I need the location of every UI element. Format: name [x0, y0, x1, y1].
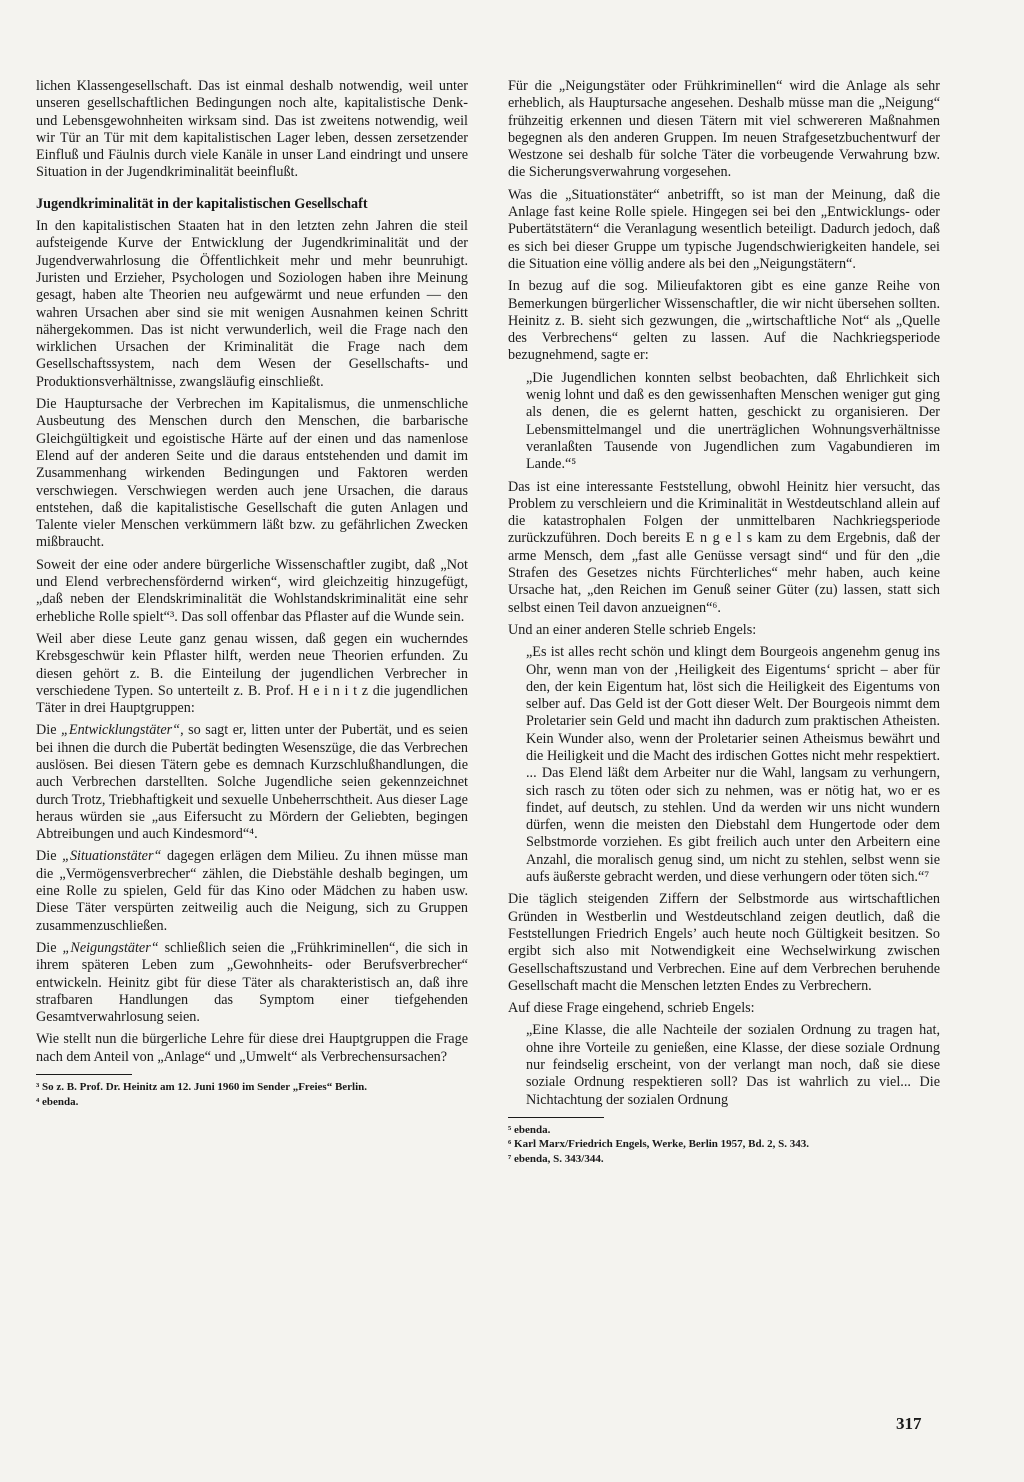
paragraph: Die täglich steigenden Ziffern der Selbstmorde aus wirtschaftlichen Gründen in Westberlin und Westdeutschland zeigen deutlich, daß die Feststellungen Friedrich Engels’ auch heute noch Gültigkeit besitzen. So ergibt sich also mit Notwendigkeit eine Wechselwirkung zwischen Gesellschaftszustand und Verbrechen. Eine auf dem Verbrechen beruhende Gesellschaft macht die Menschen letzten Endes zu Verbrechern.	[508, 891, 940, 994]
paragraph: Das ist eine interessante Feststellung, obwohl Heinitz hier versucht, das Problem zu verschleiern und die Kriminalität in Westdeutschland allein auf die katastrophalen Folgen der unmittelbaren Nachkriegsperiode zurückzuführen. Doch bereits E n g e l s kam zu dem Ergebnis, daß der arme Mensch, dem „fast alle Genüsse versagt sind“ und für den „die Strafen des Gesetzes nichts Fürchterliches“ mehr haben, auch keine Ursache hat, „den Reichen im Genuß seiner Güter (zu) lassen, statt sich selbst einen Teil davon anzueignen“⁶.	[508, 478, 940, 616]
footnote-5: ⁵ ebenda.	[508, 1123, 551, 1136]
term-entwicklungstaeter: „Entwicklungstäter“	[61, 722, 181, 739]
paragraph: Weil aber diese Leute ganz genau wissen, daß gegen ein wucherndes Krebsgeschwür kein Pflaster hilft, werden neue Theorien erfunden. Zu diesen gehört z. B. die Einteilung der jugendlichen Verbrecher in verschiedene Typen. So unterteilt z. B. Prof. H e i n i t z die jugendlichen Täter in drei Hauptgruppen:	[36, 630, 468, 717]
term-situationstaeter: „Situationstäter“	[62, 848, 162, 865]
paragraph: lichen Klassengesellschaft. Das ist einmal deshalb notwendig, weil unter unseren gesellschaftlichen Bedingungen noch alte, kapitalistische Denk- und Lebensgewohnheiten wirksam sind. Das ist zweitens notwendig, weil wir Tür an Tür mit dem kapitalistischen Lager leben, dessen zersetzender Einfluß und Fäulnis durch viele Kanäle in unser Land eindringt und unsere Situation in der Jugendkriminalität beeinflußt.	[36, 78, 468, 181]
block-quote: „Die Jugendlichen konnten selbst beobachten, daß Ehrlichkeit sich wenig lohnt und daß es den gewissenhaften Menschen weniger gut ging als denen, die es gelernt hatten, geschickt zu organisieren. Der Lebensmittelmangel und die unerträglichen Wohnungsverhältnisse veranlaßten Tausende von Jugendlichen zum Vagabundieren im Lande.“⁵	[526, 369, 940, 473]
block-quote: „Eine Klasse, die alle Nachteile der sozialen Ordnung zu tragen hat, ohne ihre Vorteile zu genießen, eine Klasse, der diese soziale Ordnung nur feindselig erscheint, von der verlangt man noch, daß sie diese soziale Ordnung respektieren soll? Das ist wahrlich zu viel... Die Nichtachtung der sozialen Ordnung	[526, 1022, 940, 1108]
paragraph: In den kapitalistischen Staaten hat in den letzten zehn Jahren die steil aufsteigende Kurve der Entwicklung der Jugendkriminalität und der Jugendverwahrlosung die Öffentlichkeit mehr und mehr beunruhigt. Juristen und Erzieher, Psychologen und Soziologen haben ihre Meinung gesagt, haben alte Theorien neu aufgewärmt und neue erfunden — den wahren Ursachen aber sind sie mit wenigen Ausnahmen keinen Schritt nähergekommen. Das ist nicht verwunderlich, weil die Frage nach den wirklichen Ursachen der Kriminalität die Frage nach dem Gesellschaftssystem, nach dem Wesen der Gesellschafts- und Produktionsverhältnisse, zwangsläufig einschließt.	[36, 218, 468, 390]
paragraph: Die Hauptursache der Verbrechen im Kapitalismus, die unmenschliche Ausbeutung des Menschen durch den Menschen, die barbarische Gleichgültigkeit und egoistische Härte auf der einen und das namenlose Elend auf der anderen Seite und die daraus entstehenden und damit im Zusammenhang wirkenden Bedingungen und Faktoren werden verschwiegen. Verschwiegen werden auch jene Ursachen, die daraus entstehen, daß die kapitalistische Gesellschaft die guten Anlagen und Talente vieler Menschen verkümmern läßt bzw. zu gefährlichen Zwecken mißbraucht.	[36, 396, 468, 551]
footnote-3: ³ So z. B. Prof. Dr. Heinitz am 12. Juni 1960 im Sender „Freies“ Berlin.	[36, 1081, 368, 1094]
paragraph: In bezug auf die sog. Milieufaktoren gibt es eine ganze Reihe von Bemerkungen bürgerlicher Wissenschaftler, die wir nicht übersehen sollten. Heinitz z. B. sieht sich gezwungen, die „wirtschaftliche Not“ als „Quelle des Verbrechens“ gelten zu lassen. Auf die Nachkriegsperiode bezugnehmend, sagte er:	[508, 278, 940, 364]
footnote-7: ⁷ ebenda, S. 343/344.	[508, 1152, 604, 1165]
paragraph: Auf diese Frage eingehend, schrieb Engels:	[508, 1000, 755, 1017]
footnote-6: ⁶ Karl Marx/Friedrich Engels, Werke, Berlin 1957, Bd. 2, S. 343.	[508, 1138, 809, 1151]
paragraph-text: schließlich seien die „Frühkriminellen“, die sich in ihrem späteren Leben zum „Gewohnheits- oder Berufsverbrecher“ entwickeln. Heinitz gibt für diese Täter als charakteristisch an, daß ihre strafbaren Handlungen das Symptom einer tiefgehenden Gesamtverwahrlosung seien.	[36, 939, 468, 1026]
page-number: 317	[896, 1414, 922, 1433]
paragraph: Für die „Neigungstäter oder Frühkriminellen“ wird die Anlage als sehr erheblich, als Hauptursache angesehen. Deshalb müsse man die „Neigung“ frühzeitig erkennen und diesen Tätern mit viel schwereren Maßnahmen begegnen als den anderen Gruppen. Im neuen Strafgesetzbuchentwurf der Westzone sei deshalb für solche Täter die vorbeugende Verwahrung bzw. die Sicherungsverwahrung vorgesehen.	[508, 78, 940, 181]
paragraph: Und an einer anderen Stelle schrieb Engels:	[508, 621, 757, 638]
footnote-divider	[36, 1074, 132, 1075]
paragraph-text: dagegen erlägen dem Milieu. Zu ihnen müsse man die „Vermögensverbrecher“ zählen, die Diebstähle deshalb begingen, um eine Rolle zu spielen, Geld für das Kino oder Mädchen zu haben usw. Diese Täter verspürten zeitweilig auch die Neigung, sich zu Gruppen zusammenzuschließen.	[36, 848, 468, 934]
footnotes	[508, 1124, 940, 1167]
paragraph: Was die „Situationstäter“ anbetrifft, so ist man der Meinung, daß die Anlage fast keine Rolle spiele. Hingegen sei bei den „Entwicklungs- oder Pubertätstätern“ die Veranlagung wesentlich beteiligt. Dadurch jedoch, daß es sich bei dieser Gruppe um typische Jugendschwierigkeiten handele, sei die Situation eine völlig andere als bei den „Neigungstätern“.	[508, 186, 940, 272]
paragraph-text: , so sagt er, litten unter der Pubertät, und es seien bei ihnen die durch die Pubertät bedingten Wesenszüge, die das Verbrechen auslösen. Bei diesen Tätern gebe es demnach Kurzschlußhandlungen, die auch Verbrechen darstellten. Solche Jugendliche seien gekennzeichnet durch Trotz, Triebhaftigkeit und sexuelle Unbeherrschtheit. Aus dieser Lage heraus würden sie „aus Eifersucht zu Mördern der Geliebten, begingen Abtreibungen und auch Kindesmord“⁴.	[36, 722, 468, 843]
footnotes	[36, 1081, 468, 1109]
paragraph: Die „Situationstäter“ dagegen erlägen dem Milieu. Zu ihnen müsse man die „Vermögensverbrecher“ zählen, die Diebstähle deshalb begingen, um eine Rolle zu spielen, Geld für das Kino oder Mädchen zu haben usw. Diese Täter verspürten zeitweilig auch die Neigung, sich zu Gruppen zusammenzuschließen.	[36, 848, 468, 934]
paragraph: Die „Neigungstäter“ schließlich seien die „Frühkriminellen“, die sich in ihrem späteren Leben zum „Gewohnheits- oder Berufsverbrecher“ entwickeln. Heinitz gibt für diese Täter als charakteristisch an, daß ihre strafbaren Handlungen das Symptom einer tiefgehenden Gesamtverwahrlosung seien.	[36, 939, 468, 1026]
paragraph: Soweit der eine oder andere bürgerliche Wissenschaftler zugibt, daß „Not und Elend verbrechensfördernd wirken“, wird gleichzeitig hinzugefügt, „daß neben der Elendskriminalität die Wohlstandskriminalität eine sehr erhebliche Rolle spielt“³. Das soll offenbar das Pflaster auf die Wunde sein.	[36, 556, 468, 625]
term-neigungstaeter: „Neigungstäter“	[62, 939, 159, 956]
paragraph: Wie stellt nun die bürgerliche Lehre für diese drei Hauptgruppen die Frage nach dem Anteil von „Anlage“ und „Umwelt“ als Verbrechensursachen?	[36, 1031, 468, 1065]
left-column	[36, 78, 468, 1110]
footnote-4: ⁴ ebenda.	[36, 1095, 79, 1108]
section-heading: Jugendkriminalität in der kapitalistischen Gesellschaft	[36, 195, 368, 212]
right-column	[508, 78, 940, 1167]
block-quote: „Es ist alles recht schön und klingt dem Bourgeois angenehm genug ins Ohr, wenn man von der ‚Heiligkeit des Eigentums‘ spricht – aber für den, der kein Eigentum hat, löst sich die Heiligkeit des Eigentums von selber auf. Das Geld ist der Gott dieser Welt. Der Bourgeois nimmt dem Proletarier sein Geld und macht ihn dadurch zum praktischen Atheisten. Kein Wunder also, wenn der Proletarier seinen Atheismus bewährt und die Heiligkeit und die Macht des irdischen Gottes nicht mehr respektiert. ... Das Elend läßt dem Arbeiter nur die Wahl, langsam zu verhungern, sich rasch zu töten oder sich zu nehmen, was er nötig hat, wo er es findet, auf deutsch, zu stehlen. Und da werden wir uns nicht wundern dürfen, wenn die meisten den Diebstahl dem Hungertode oder dem Selbstmorde vorziehen. Es gibt freilich auch unter den Arbeitern eine Anzahl, die moralisch genug sind, um nicht zu stehlen, selbst wenn sie aufs äußerste gebracht werden, und diese verhungern oder töten sich.“⁷	[526, 644, 940, 886]
paragraph: Die „Entwicklungstäter“, so sagt er, litten unter der Pubertät, und es seien bei ihnen die durch die Pubertät bedingten Wesenszüge, die das Verbrechen auslösen. Bei diesen Tätern gebe es demnach Kurzschlußhandlungen, die auch Verbrechen darstellten. Solche Jugendliche seien gekennzeichnet durch Trotz, Triebhaftigkeit und sexuelle Unbeherrschtheit. Aus dieser Lage heraus würden sie „aus Eifersucht zu Mördern der Geliebten, begingen Abtreibungen und auch Kindesmord“⁴.	[36, 722, 468, 843]
footnote-divider	[508, 1117, 604, 1118]
